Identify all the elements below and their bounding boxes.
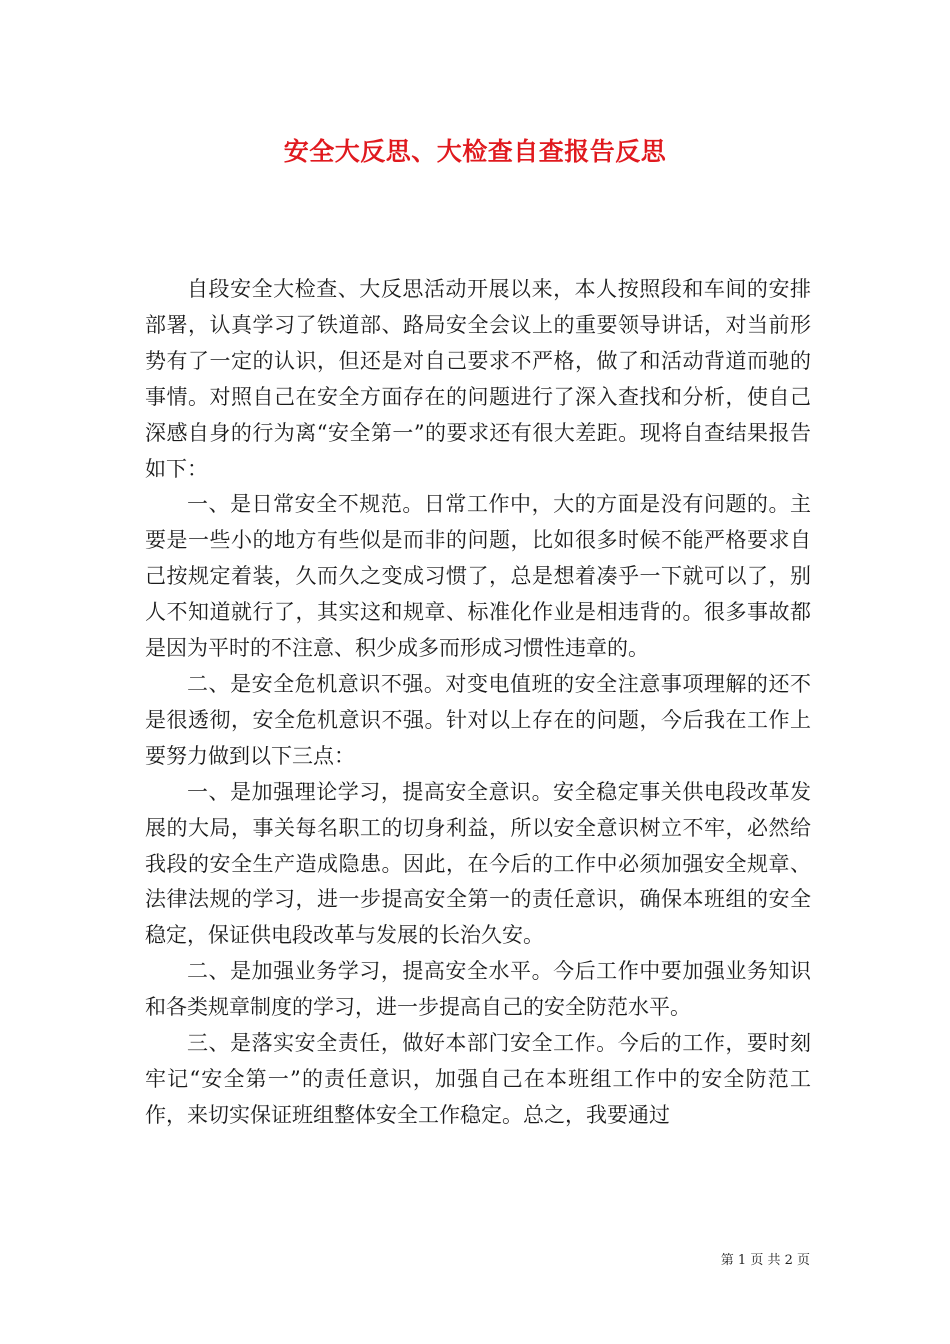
paragraph-measure-3: 三、是落实安全责任，做好本部门安全工作。今后的工作，要时刻牢记“安全第一”的责任意识，加强自己在本班组工作中的安全防范工作，来切实保证班组整体安全工作稳定。总之，我要通过 bbox=[145, 1031, 811, 1127]
paragraph-point-2: 二、是安全危机意识不强。对变电值班的安全注意事项理解的还不是很透彻，安全危机意识不强。针对以上存在的问题，今后我在工作上要努力做到以下三点： bbox=[145, 671, 811, 768]
page-number-footer: 第 1 页 共 2 页 bbox=[720, 1253, 810, 1268]
paragraph-measure-2: 二、是加强业务学习，提高安全水平。今后工作中要加强业务知识和各类规章制度的学习，进一步提高自己的安全防范水平。 bbox=[145, 959, 811, 1020]
document-body bbox=[145, 272, 811, 1134]
paragraph-intro: 自段安全大检查、大反思活动开展以来，本人按照段和车间的安排部署，认真学习了铁道部、路局安全会议上的重要领导讲话，对当前形势有了一定的认识，但还是对自己要求不严格，做了和活动背道而驰的事情。对照自己在安全方面存在的问题进行了深入查找和分析，使自己深感自身的行为离“安全第一”的要求还有很大差距。现将自查结果报告如下： bbox=[145, 277, 811, 481]
paragraph-measure-1: 一、是加强理论学习，提高安全意识。安全稳定事关供电段改革发展的大局，事关每名职工的切身利益，所以安全意识树立不牢，必然给我段的安全生产造成隐患。因此，在今后的工作中必须加强安全规章、法律法规的学习，进一步提高安全第一的责任意识，确保本班组的安全稳定，保证供电段改革与发展的长治久安。 bbox=[145, 779, 811, 948]
page-title: 安全大反思、大检查自查报告反思 bbox=[283, 137, 667, 166]
paragraph-point-1: 一、是日常安全不规范。日常工作中，大的方面是没有问题的。主要是一些小的地方有些似是而非的问题，比如很多时候不能严格要求自己按规定着装，久而久之变成习惯了，总是想着凑乎一下就可以了，别人不知道就行了，其实这和规章、标准化作业是相违背的。很多事故都是因为平时的不注意、积少成多而形成习惯性违章的。 bbox=[145, 492, 811, 661]
